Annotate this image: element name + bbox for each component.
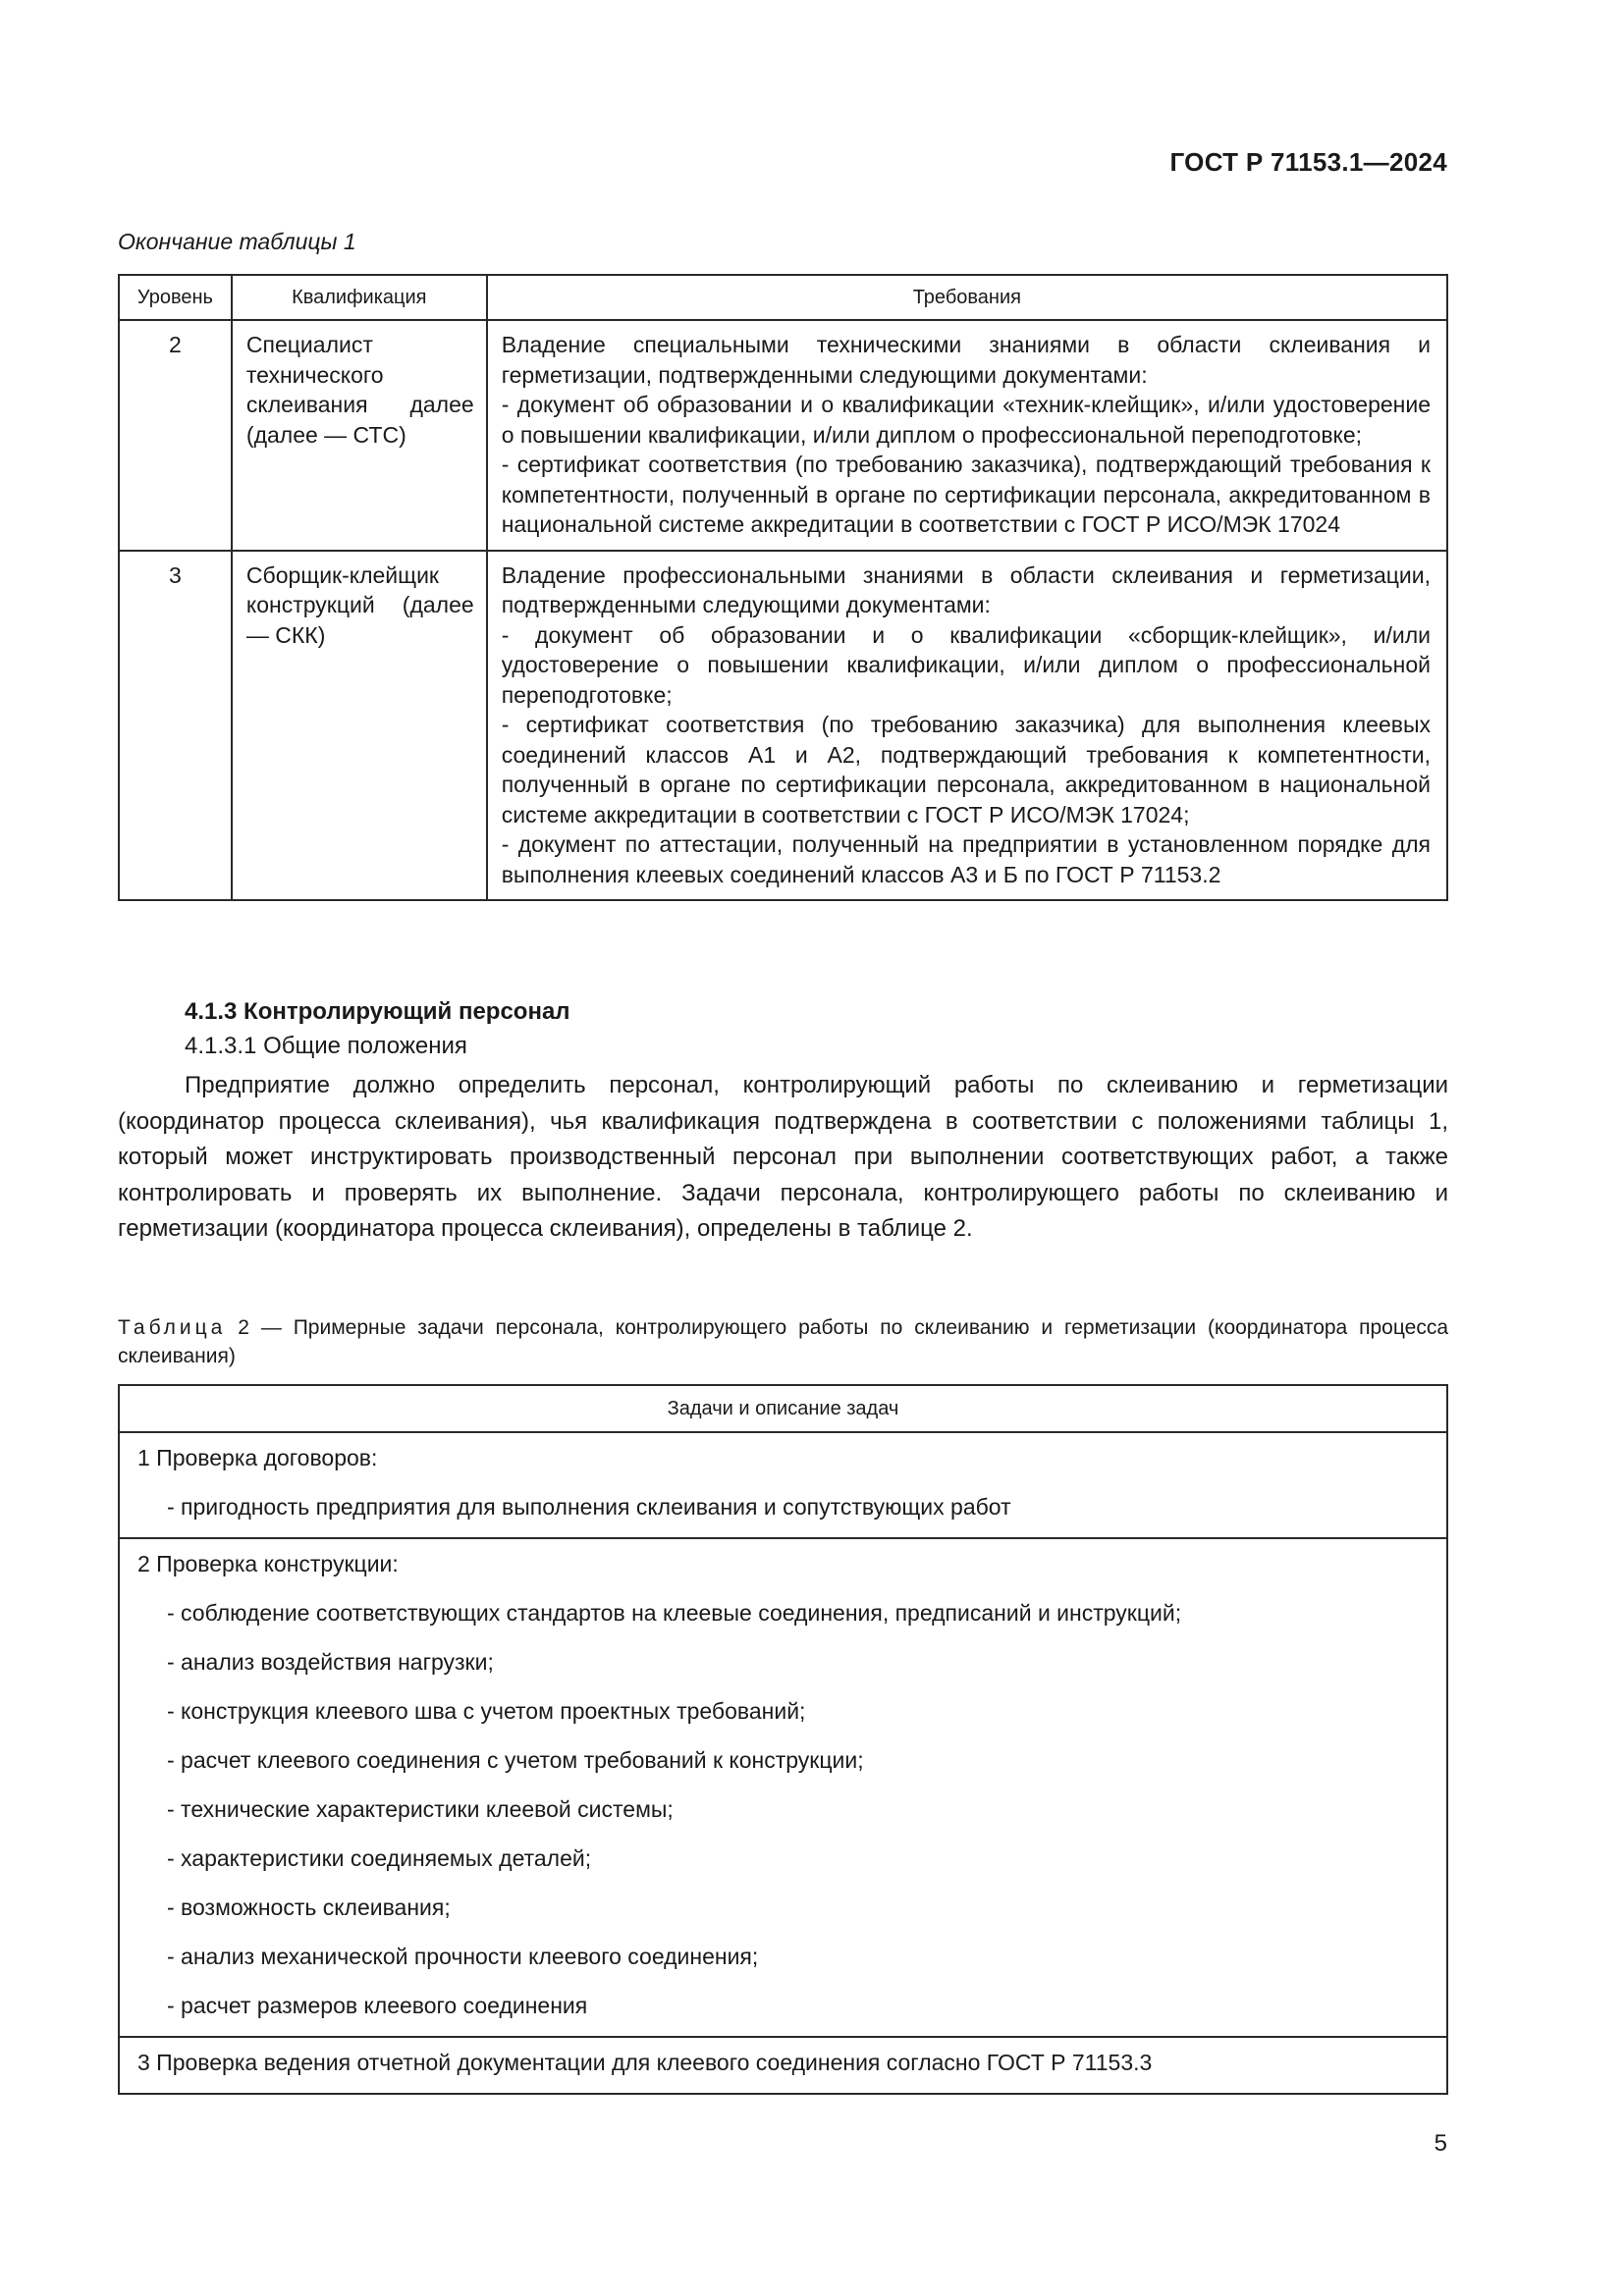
tasks-table <box>118 1384 1448 2095</box>
table-row <box>119 551 1447 901</box>
task-item: - расчет размеров клеевого соединения <box>167 1993 588 2018</box>
task-item: - анализ механической прочности клеевого соединения; <box>167 1944 759 1969</box>
table2-caption <box>118 1313 1448 1370</box>
task-group-cell <box>119 1432 1447 1538</box>
task-item: - характеристики соединяемых деталей; <box>167 1845 592 1871</box>
column-header-tasks: Задачи и описание задач <box>119 1385 1447 1432</box>
table2-caption-text: 2 — Примерные задачи персонала, контролирующего работы по склеиванию и герметизации (координатора процесса склеивания) <box>118 1316 1449 1367</box>
level-cell: 3 <box>119 551 232 901</box>
table-row <box>119 2037 1447 2094</box>
requirement-text: - документ об образовании и о квалификации «сборщик-клейщик», и/или удостоверение о повышении квалификации, и/или диплом о профессиональной переподготовке; <box>501 621 1431 708</box>
requirement-text: Владение профессиональными знаниями в области склеивания и герметизации, подтвержденными следующими документами: <box>501 561 1431 617</box>
column-header-requirements: Требования <box>487 275 1447 320</box>
task-item: - соблюдение соответствующих стандартов на клеевые соединения, предписаний и инструкций; <box>167 1600 1182 1626</box>
task-group-cell <box>119 1538 1447 2037</box>
task-item: - возможность склеивания; <box>167 1895 451 1920</box>
task-item: - расчет клеевого соединения с учетом требований к конструкции; <box>167 1747 864 1773</box>
task-group-cell <box>119 2037 1447 2094</box>
requirement-text: - документ по аттестации, полученный на предприятии в установленном порядке для выполнения клеевых соединений классов А3 и Б по ГОСТ Р 71153.2 <box>501 831 1431 887</box>
task-item: - пригодность предприятия для выполнения склеивания и сопутствующих работ <box>167 1494 1011 1520</box>
qualification-cell: Сборщик-клейщик конструкций (далее — СКК) <box>232 551 487 901</box>
document-code: ГОСТ Р 71153.1—2024 <box>1169 147 1447 177</box>
task-item: - конструкция клеевого шва с учетом проектных требований; <box>167 1698 806 1724</box>
requirement-text: - сертификат соответствия (по требованию заказчика) для выполнения клеевых соединений классов А1 и А2, подтверждающий требования к компетентности, полученный в органе по сертификации персонала, аккредитованном в национальной системе аккредитации в соответствии с ГОСТ Р ИСО/МЭК 17024; <box>501 712 1431 828</box>
task-item: - технические характеристики клеевой системы; <box>167 1796 674 1822</box>
requirements-cell <box>487 320 1447 551</box>
task-group-title: 2 Проверка конструкции: <box>137 1551 399 1576</box>
table1-caption: Окончание таблицы 1 <box>118 229 356 254</box>
table-row <box>119 320 1447 551</box>
level-cell: 2 <box>119 320 232 551</box>
requirement-text: - документ об образовании и о квалификации «техник-клейщик», и/или удостоверение о повышении квалификации, и/или диплом о профессиональной переподготовке; <box>501 392 1431 448</box>
table-row <box>119 1538 1447 2037</box>
table2-header-row <box>119 1385 1447 1432</box>
task-item: - анализ воздействия нагрузки; <box>167 1649 494 1675</box>
requirement-text: - сертификат соответствия (по требованию заказчика), подтверждающий требования к компетентности, полученный в органе по сертификации персонала, аккредитованном в национальной системе аккредитации в соответствии с ГОСТ Р ИСО/МЭК 17024 <box>501 452 1431 537</box>
qualification-cell: Специалист технического склеивания далее (далее — СТС) <box>232 320 487 551</box>
task-group-title: 1 Проверка договоров: <box>137 1445 378 1470</box>
table-row <box>119 1432 1447 1538</box>
task-group-title: 3 Проверка ведения отчетной документации для клеевого соединения согласно ГОСТ Р 71153.3 <box>137 2050 1153 2075</box>
section-paragraph: Предприятие должно определить персонал, контролирующий работы по склеиванию и герметизации (координатор процесса склеивания), чья квалификация подтверждена в соответствии с положениями таблицы 1, который может инструктировать производственный персонал при выполнении соответствующих работ, а также контролировать и проверять их выполнение. Задачи персонала, контролирующего работы по склеиванию и герметизации (координатора процесса склеивания), определены в таблице 2. <box>118 1072 1448 1242</box>
subsection-title: 4.1.3.1 Общие положения <box>185 1033 467 1059</box>
column-header-qualification: Квалификация <box>232 275 487 320</box>
qualification-table <box>118 274 1448 901</box>
table2-caption-label: Таблица <box>118 1316 227 1339</box>
column-header-level: Уровень <box>119 275 232 320</box>
table1-header-row <box>119 275 1447 320</box>
requirement-text: Владение специальными техническими знаниями в области склеивания и герметизации, подтвержденными следующими документами: <box>501 332 1431 388</box>
page-number: 5 <box>1434 2130 1447 2157</box>
requirements-cell <box>487 551 1447 901</box>
section-title: 4.1.3 Контролирующий персонал <box>185 998 570 1025</box>
